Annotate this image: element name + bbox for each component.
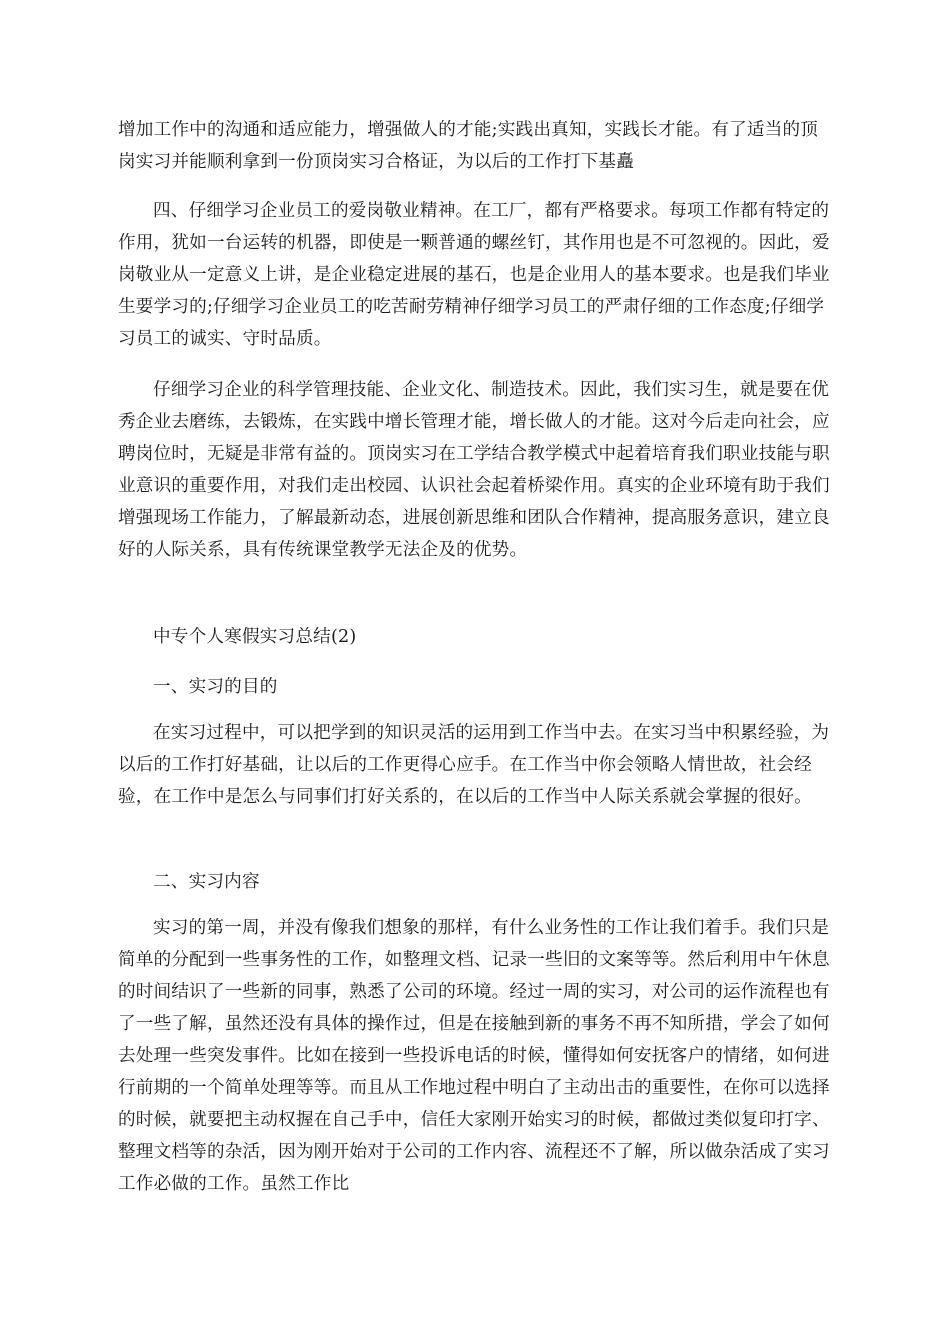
document-title: 中专个人寒假实习总结(2) xyxy=(153,627,357,647)
paragraph-internship-goal: 在实习过程中，可以把学到的知识灵活的运用到工作当中去。在实习当中积累经验，为以后的工作打好基础，让以后的工作更得心应手。在工作当中你会领略人情世故，社会经验，在工作中是怎么与同事们打好关系的，在以后的工作当中人际关系就会掌握的很好。 xyxy=(118,723,830,807)
heading-internship-content: 二、实习内容 xyxy=(153,872,260,892)
heading-internship-goal: 一、实习的目的 xyxy=(153,677,278,697)
paragraph-management-skills: 仔细学习企业的科学管理技能、企业文化、制造技术。因此，我们实习生，就是要在优秀企业去磨练，去锻炼，在实践中增长管理才能，增长做人的才能。这对今后走向社会，应聘岗位时，无疑是非常有益的。顶岗实习在工学结合教学模式中起着培育我们职业技能与职业意识的重要作用，对我们走出校园、认识社会起着桥梁作用。真实的企业环境有助于我们增强现场工作能力，了解最新动态，进展创新思维和团队合作精神，提高服务意识，建立良好的人际关系，具有传统课堂教学无法企及的优势。 xyxy=(118,380,830,560)
paragraph-internship-content: 实习的第一周，并没有像我们想象的那样，有什么业务性的工作让我们着手。我们只是简单的分配到一些事务性的工作，如整理文档、记录一些旧的文案等等。然后利用中午休息的时间结识了一些新的同事，熟悉了公司的环境。经过一周的实习，对公司的运作流程也有了一些了解，虽然还没有具体的操作过，但是在接触到新的事务不再不知所措，学会了如何去处理一些突发事件。比如在接到一些投诉电话的时候，懂得如何安抚客户的情绪，如何进行前期的一个简单处理等等。而且从工作地过程中明白了主动出击的重要性，在你可以选择的时候，就要把主动权握在自己手中，信任大家刚开始实习的时候，都做过类似复印打字、整理文档等的杂活，因为刚开始对于公司的工作内容、流程还不了解，所以做杂活成了实习工作必做的工作。虽然工作比 xyxy=(118,918,830,1194)
paragraph-intro-continuation: 增加工作中的沟通和适应能力，增强做人的才能;实践出真知，实践长才能。有了适当的顶岗实习并能顺利拿到一份顶岗实习合格证，为以后的工作打下基矗 xyxy=(118,120,819,172)
paragraph-section-four: 四、仔细学习企业员工的爱岗敬业精神。在工厂，都有严格要求。每项工作都有特定的作用，犹如一台运转的机器，即使是一颗普通的螺丝钉，其作用也是不可忽视的。因此，爱岗敬业从一定意义上讲，是企业稳定进展的基石，也是企业用人的基本要求。也是我们毕业生要学习的;仔细学习企业员工的吃苦耐劳精神仔细学习员工的严肃仔细的工作态度;仔细学习员工的诚实、守时品质。 xyxy=(118,201,830,349)
